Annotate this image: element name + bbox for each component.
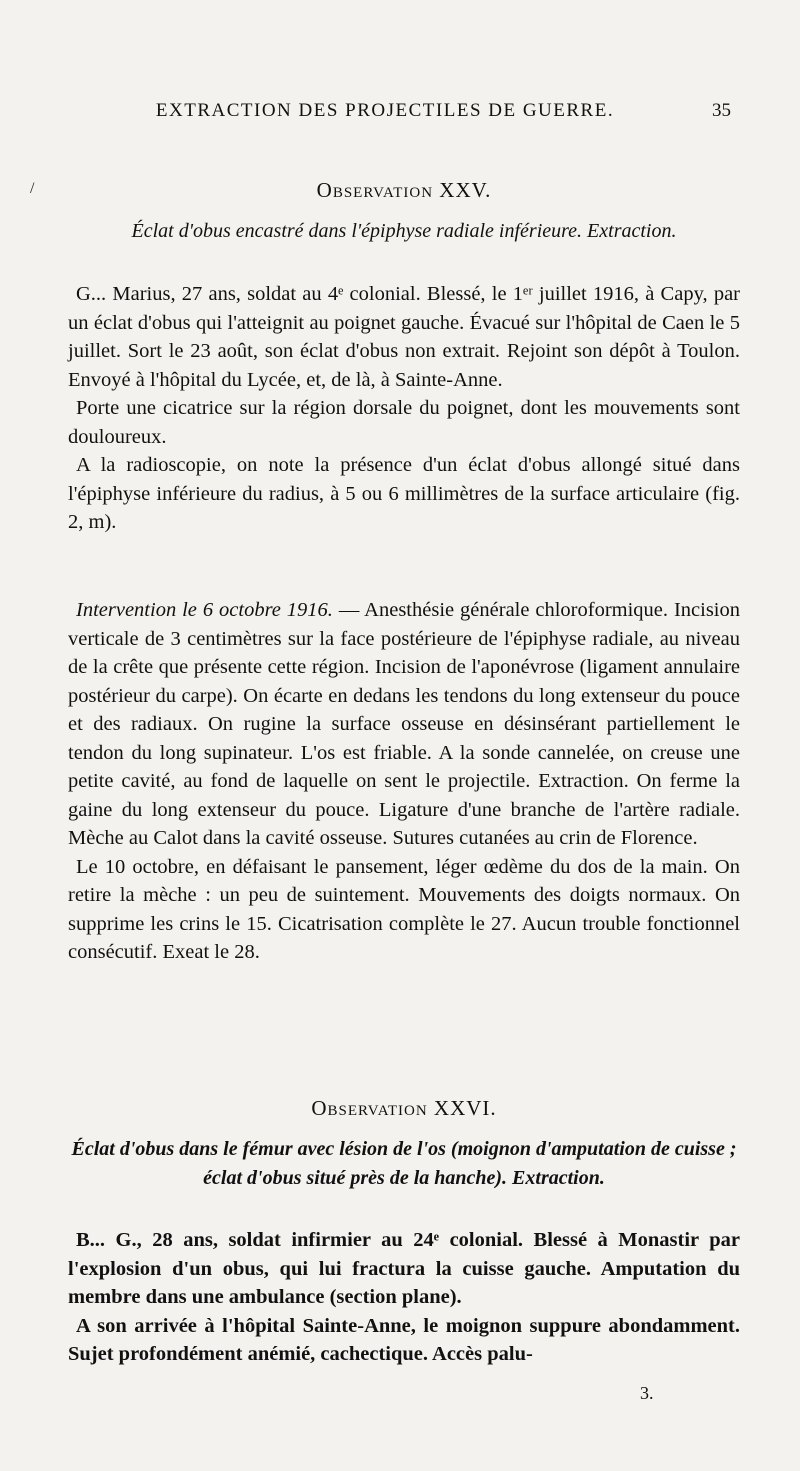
intervention-text: — Anesthésie générale chloroformique. Incision verticale de 3 centimètres sur la face postérieure de l'épiphyse radiale, au niveau de la crête que présente cette région. Incision de l'aponévrose (ligament annulaire postérieur du carpe). On écarte en dedans les tendons du long extenseur du pouce et des radiaux. On rugine la surface osseuse en désinsérant partiellement le tendon du long supinateur. L'os est friable. A la sonde cannelée, on creuse une petite cavité, au fond de laquelle on sent le projectile. Extraction. On ferme la gaine du long extenseur du pouce. Ligature d'une branche de l'artère radiale. Mèche au Calot dans la cavité osseuse. Sutures cutanées au crin de Florence. — [68, 599, 740, 849]
intervention-section — [68, 596, 740, 967]
paragraph: A son arrivée à l'hôpital Sainte-Anne, le moignon suppure abondamment. Sujet profondément anémié, cachectique. Accès palu- — [68, 1314, 740, 1365]
paragraph: A la radioscopie, on note la présence d'un éclat d'obus allongé situé dans l'épiphyse inférieure du radius, à 5 ou 6 millimètres de la surface articulaire (fig. 2, m). — [68, 454, 740, 533]
followup-paragraph: Le 10 octobre, en défaisant le pansement, léger œdème du dos de la main. On retire la mèche : un peu de suintement. Mouvements des doigts normaux. On supprime les crins le 15. Cicatrisation complète le 27. Aucun trouble fonctionnel consécutif. Exeat le 28. — [68, 855, 740, 963]
observation-26 — [68, 1096, 740, 1193]
observation-25-body — [68, 280, 740, 537]
signature-mark: 3. — [640, 1383, 654, 1403]
observation-25 — [68, 178, 740, 246]
observation-26-body — [68, 1226, 740, 1369]
paragraph: B... G., 28 ans, soldat infirmier au 24ᵉ colonial. Blessé à Monastir par l'explosion d'un obus, qui lui fractura la cuisse gauche. Amputation du membre dans une ambulance (section plane). — [68, 1229, 740, 1308]
observation-title: Observation XXVI. — [311, 1096, 497, 1120]
paragraph: G... Marius, 27 ans, soldat au 4ᵉ colonial. Blessé, le 1ᵉʳ juillet 1916, à Capy, par un éclat d'obus qui l'atteignit au poignet gauche. Évacué sur l'hôpital de Caen le 5 juillet. Sort le 23 août, son éclat d'obus non extrait. Rejoint son dépôt à Toulon. Envoyé à l'hôpital du Lycée, et, de là, à Sainte-Anne. — [68, 283, 740, 391]
page-number: 35 — [712, 100, 731, 121]
paragraph: Porte une cicatrice sur la région dorsale du poignet, dont les mouvements sont douloureux. — [68, 397, 740, 448]
intervention-paragraph — [68, 596, 740, 853]
intervention-lead: Intervention le 6 octobre 1916. — [76, 599, 333, 621]
observation-title: Observation XXV. — [316, 178, 492, 202]
margin-mark: / — [30, 180, 35, 197]
observation-subtitle: Éclat d'obus dans le fémur avec lésion de l'os (moignon d'amputation de cuisse ; éclat d'obus situé près de la hanche). Extraction. — [71, 1138, 737, 1189]
running-head: EXTRACTION DES PROJECTILES DE GUERRE. — [155, 100, 615, 121]
observation-subtitle: Éclat d'obus encastré dans l'épiphyse radiale inférieure. Extraction. — [131, 220, 677, 242]
